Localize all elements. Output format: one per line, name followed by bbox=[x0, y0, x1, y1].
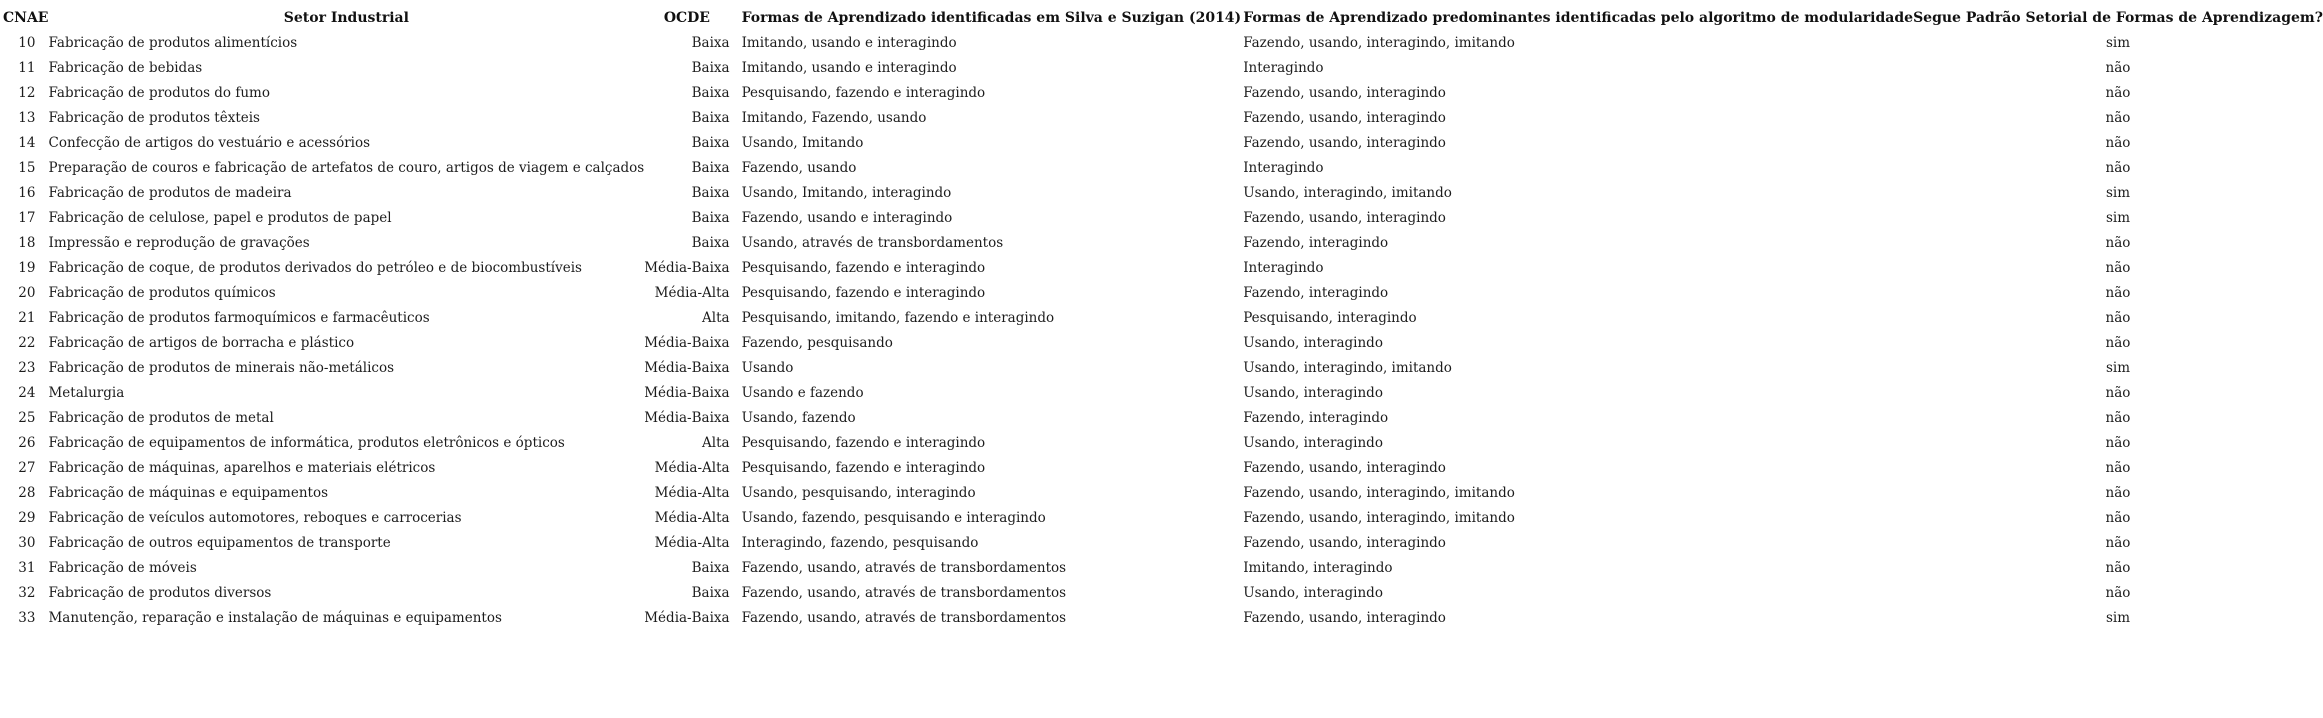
cell-padrao-setorial: sim bbox=[2105, 185, 2130, 201]
cell-algoritmo: Fazendo, usando, interagindo, imitando bbox=[1243, 510, 1515, 526]
cell-algoritmo: Interagindo bbox=[1243, 60, 1324, 76]
cell-cnae: 19 bbox=[18, 260, 36, 276]
header-algoritmo-modularidade: Formas de Aprendizado predominantes identificadas pelo algoritmo de modularidade bbox=[1243, 9, 1914, 26]
cell-ocde: Baixa bbox=[691, 560, 730, 576]
cell-cnae: 27 bbox=[18, 460, 36, 476]
cell-padrao-setorial: não bbox=[2105, 585, 2131, 601]
cell-setor-industrial: Preparação de couros e fabricação de artefatos de couro, artigos de viagem e calçados bbox=[48, 160, 645, 176]
cell-silva-suzigan: Imitando, usando e interagindo bbox=[741, 60, 957, 76]
cell-algoritmo: Fazendo, interagindo bbox=[1243, 235, 1389, 251]
cell-cnae: 28 bbox=[18, 485, 36, 501]
cell-ocde: Média-Alta bbox=[654, 485, 730, 501]
cell-algoritmo: Fazendo, usando, interagindo bbox=[1243, 460, 1446, 476]
cell-padrao-setorial: não bbox=[2105, 60, 2131, 76]
table-row bbox=[3, 81, 2323, 106]
header-setor-industrial: Setor Industrial bbox=[283, 9, 409, 26]
table-row bbox=[3, 356, 2323, 381]
cell-setor-industrial: Fabricação de produtos do fumo bbox=[48, 85, 270, 101]
cell-silva-suzigan: Pesquisando, fazendo e interagindo bbox=[741, 460, 986, 476]
cell-ocde: Baixa bbox=[691, 35, 730, 51]
cell-ocde: Alta bbox=[702, 435, 730, 451]
cell-algoritmo: Fazendo, usando, interagindo bbox=[1243, 85, 1446, 101]
table-row bbox=[3, 156, 2323, 181]
cell-silva-suzigan: Usando, Imitando, interagindo bbox=[741, 185, 952, 201]
table-row bbox=[3, 256, 2323, 281]
header-silva-suzigan: Formas de Aprendizado identificadas em Silva e Suzigan (2014) bbox=[741, 9, 1242, 26]
table-row bbox=[3, 606, 2323, 631]
table-row bbox=[3, 131, 2323, 156]
table-row bbox=[3, 31, 2323, 56]
header-ocde: OCDE bbox=[663, 9, 710, 26]
cell-padrao-setorial: não bbox=[2105, 335, 2131, 351]
cell-padrao-setorial: sim bbox=[2105, 610, 2130, 626]
table-row bbox=[3, 531, 2323, 556]
cell-padrao-setorial: não bbox=[2105, 510, 2131, 526]
cell-setor-industrial: Fabricação de produtos diversos bbox=[48, 585, 272, 601]
cell-silva-suzigan: Fazendo, usando, através de transbordamentos bbox=[741, 610, 1067, 626]
cell-ocde: Baixa bbox=[691, 235, 730, 251]
cell-setor-industrial: Fabricação de bebidas bbox=[48, 60, 203, 76]
cell-padrao-setorial: não bbox=[2105, 110, 2131, 126]
cell-silva-suzigan: Fazendo, usando bbox=[741, 160, 857, 176]
cell-silva-suzigan: Usando, Imitando bbox=[741, 135, 864, 151]
cell-ocde: Média-Baixa bbox=[644, 610, 730, 626]
cell-padrao-setorial: não bbox=[2105, 535, 2131, 551]
cell-padrao-setorial: não bbox=[2105, 485, 2131, 501]
cell-ocde: Média-Alta bbox=[654, 535, 730, 551]
cell-setor-industrial: Fabricação de máquinas, aparelhos e materiais elétricos bbox=[48, 460, 436, 476]
header-padrao-setorial: Segue Padrão Setorial de Formas de Aprendizagem? bbox=[1913, 9, 2323, 26]
cell-setor-industrial: Fabricação de móveis bbox=[48, 560, 197, 576]
cell-algoritmo: Fazendo, interagindo bbox=[1243, 410, 1389, 426]
cell-setor-industrial: Fabricação de equipamentos de informática, produtos eletrônicos e ópticos bbox=[48, 435, 565, 451]
cell-algoritmo: Usando, interagindo, imitando bbox=[1243, 185, 1452, 201]
table-row bbox=[3, 206, 2323, 231]
cell-silva-suzigan: Usando bbox=[741, 360, 794, 376]
cell-silva-suzigan: Fazendo, pesquisando bbox=[741, 335, 893, 351]
cell-cnae: 25 bbox=[18, 410, 36, 426]
cell-algoritmo: Fazendo, usando, interagindo, imitando bbox=[1243, 485, 1515, 501]
cell-algoritmo: Usando, interagindo bbox=[1243, 585, 1383, 601]
cell-ocde: Média-Baixa bbox=[644, 360, 730, 376]
cell-ocde: Baixa bbox=[691, 585, 730, 601]
cell-padrao-setorial: sim bbox=[2105, 35, 2130, 51]
cell-ocde: Média-Alta bbox=[654, 510, 730, 526]
cell-cnae: 14 bbox=[18, 135, 36, 151]
cell-ocde: Baixa bbox=[691, 135, 730, 151]
cell-padrao-setorial: sim bbox=[2105, 210, 2130, 226]
learning-forms-table-container bbox=[3, 5, 2323, 631]
cell-cnae: 24 bbox=[18, 385, 36, 401]
cell-setor-industrial: Fabricação de produtos alimentícios bbox=[48, 35, 298, 51]
cell-silva-suzigan: Usando, pesquisando, interagindo bbox=[741, 485, 976, 501]
cell-padrao-setorial: não bbox=[2105, 435, 2131, 451]
cell-algoritmo: Fazendo, usando, interagindo bbox=[1243, 535, 1446, 551]
learning-forms-table bbox=[3, 5, 2323, 631]
cell-cnae: 17 bbox=[18, 210, 36, 226]
cell-ocde: Baixa bbox=[691, 210, 730, 226]
cell-ocde: Média-Alta bbox=[654, 460, 730, 476]
table-header bbox=[3, 5, 2323, 31]
cell-silva-suzigan: Pesquisando, fazendo e interagindo bbox=[741, 435, 986, 451]
cell-algoritmo: Fazendo, usando, interagindo bbox=[1243, 210, 1446, 226]
table-row bbox=[3, 581, 2323, 606]
cell-algoritmo: Usando, interagindo bbox=[1243, 385, 1383, 401]
table-row bbox=[3, 231, 2323, 256]
cell-padrao-setorial: não bbox=[2105, 135, 2131, 151]
cell-ocde: Baixa bbox=[691, 160, 730, 176]
table-row bbox=[3, 556, 2323, 581]
table-row bbox=[3, 406, 2323, 431]
cell-padrao-setorial: não bbox=[2105, 235, 2131, 251]
cell-padrao-setorial: não bbox=[2105, 160, 2131, 176]
cell-setor-industrial: Fabricação de coque, de produtos derivados do petróleo e de biocombustíveis bbox=[48, 260, 582, 276]
cell-padrao-setorial: não bbox=[2105, 385, 2131, 401]
cell-cnae: 29 bbox=[18, 510, 36, 526]
header-row bbox=[3, 5, 2323, 31]
cell-setor-industrial: Metalurgia bbox=[48, 385, 125, 401]
cell-silva-suzigan: Pesquisando, imitando, fazendo e interagindo bbox=[741, 310, 1055, 326]
table-row bbox=[3, 456, 2323, 481]
cell-silva-suzigan: Pesquisando, fazendo e interagindo bbox=[741, 85, 986, 101]
cell-setor-industrial: Fabricação de artigos de borracha e plástico bbox=[48, 335, 355, 351]
cell-padrao-setorial: não bbox=[2105, 260, 2131, 276]
cell-algoritmo: Interagindo bbox=[1243, 160, 1324, 176]
cell-setor-industrial: Fabricação de máquinas e equipamentos bbox=[48, 485, 329, 501]
cell-cnae: 30 bbox=[18, 535, 36, 551]
cell-cnae: 13 bbox=[18, 110, 36, 126]
table-row bbox=[3, 506, 2323, 531]
table-row bbox=[3, 481, 2323, 506]
cell-setor-industrial: Fabricação de produtos farmoquímicos e farmacêuticos bbox=[48, 310, 430, 326]
cell-silva-suzigan: Fazendo, usando e interagindo bbox=[741, 210, 953, 226]
cell-ocde: Baixa bbox=[691, 85, 730, 101]
cell-padrao-setorial: não bbox=[2105, 460, 2131, 476]
cell-algoritmo: Fazendo, usando, interagindo, imitando bbox=[1243, 35, 1515, 51]
table-row bbox=[3, 331, 2323, 356]
cell-algoritmo: Imitando, interagindo bbox=[1243, 560, 1393, 576]
cell-ocde: Média-Baixa bbox=[644, 260, 730, 276]
cell-setor-industrial: Fabricação de outros equipamentos de transporte bbox=[48, 535, 391, 551]
cell-ocde: Média-Baixa bbox=[644, 335, 730, 351]
cell-padrao-setorial: não bbox=[2105, 310, 2131, 326]
cell-cnae: 26 bbox=[18, 435, 36, 451]
cell-algoritmo: Fazendo, interagindo bbox=[1243, 285, 1389, 301]
table-row bbox=[3, 306, 2323, 331]
cell-silva-suzigan: Imitando, usando e interagindo bbox=[741, 35, 957, 51]
cell-cnae: 20 bbox=[18, 285, 36, 301]
cell-setor-industrial: Confecção de artigos do vestuário e acessórios bbox=[48, 135, 371, 151]
cell-cnae: 15 bbox=[18, 160, 36, 176]
cell-silva-suzigan: Imitando, Fazendo, usando bbox=[741, 110, 927, 126]
cell-ocde: Baixa bbox=[691, 60, 730, 76]
cell-algoritmo: Fazendo, usando, interagindo bbox=[1243, 135, 1446, 151]
cell-cnae: 11 bbox=[18, 60, 36, 76]
cell-setor-industrial: Manutenção, reparação e instalação de máquinas e equipamentos bbox=[48, 610, 502, 626]
cell-cnae: 22 bbox=[18, 335, 36, 351]
table-row bbox=[3, 431, 2323, 456]
cell-setor-industrial: Fabricação de veículos automotores, reboques e carrocerias bbox=[48, 510, 462, 526]
cell-algoritmo: Usando, interagindo bbox=[1243, 435, 1383, 451]
cell-cnae: 31 bbox=[18, 560, 36, 576]
table-row bbox=[3, 56, 2323, 81]
cell-ocde: Média-Alta bbox=[654, 285, 730, 301]
cell-padrao-setorial: não bbox=[2105, 85, 2131, 101]
cell-ocde: Alta bbox=[702, 310, 730, 326]
cell-silva-suzigan: Pesquisando, fazendo e interagindo bbox=[741, 285, 986, 301]
cell-setor-industrial: Fabricação de celulose, papel e produtos de papel bbox=[48, 210, 392, 226]
cell-silva-suzigan: Usando, fazendo, pesquisando e interagindo bbox=[741, 510, 1046, 526]
cell-setor-industrial: Fabricação de produtos têxteis bbox=[48, 110, 260, 126]
cell-cnae: 21 bbox=[18, 310, 36, 326]
table-row bbox=[3, 106, 2323, 131]
cell-algoritmo: Pesquisando, interagindo bbox=[1243, 310, 1417, 326]
cell-setor-industrial: Fabricação de produtos químicos bbox=[48, 285, 276, 301]
cell-silva-suzigan: Interagindo, fazendo, pesquisando bbox=[741, 535, 979, 551]
table-row bbox=[3, 381, 2323, 406]
cell-cnae: 10 bbox=[18, 35, 36, 51]
cell-setor-industrial: Fabricação de produtos de minerais não-metálicos bbox=[48, 360, 394, 376]
cell-silva-suzigan: Fazendo, usando, através de transbordamentos bbox=[741, 585, 1067, 601]
cell-silva-suzigan: Fazendo, usando, através de transbordamentos bbox=[741, 560, 1067, 576]
table-row bbox=[3, 181, 2323, 206]
cell-setor-industrial: Fabricação de produtos de metal bbox=[48, 410, 274, 426]
cell-ocde: Média-Baixa bbox=[644, 410, 730, 426]
cell-cnae: 16 bbox=[18, 185, 36, 201]
cell-padrao-setorial: não bbox=[2105, 285, 2131, 301]
cell-cnae: 12 bbox=[18, 85, 36, 101]
cell-silva-suzigan: Pesquisando, fazendo e interagindo bbox=[741, 260, 986, 276]
table-row bbox=[3, 281, 2323, 306]
cell-algoritmo: Usando, interagindo bbox=[1243, 335, 1383, 351]
cell-cnae: 33 bbox=[18, 610, 36, 626]
cell-ocde: Baixa bbox=[691, 185, 730, 201]
cell-algoritmo: Fazendo, usando, interagindo bbox=[1243, 610, 1446, 626]
cell-algoritmo: Usando, interagindo, imitando bbox=[1243, 360, 1452, 376]
cell-cnae: 18 bbox=[18, 235, 36, 251]
cell-padrao-setorial: sim bbox=[2105, 360, 2130, 376]
cell-setor-industrial: Impressão e reprodução de gravações bbox=[48, 235, 310, 251]
cell-setor-industrial: Fabricação de produtos de madeira bbox=[48, 185, 292, 201]
cell-silva-suzigan: Usando, através de transbordamentos bbox=[741, 235, 1004, 251]
cell-ocde: Média-Baixa bbox=[644, 385, 730, 401]
cell-cnae: 32 bbox=[18, 585, 36, 601]
header-cnae: CNAE bbox=[3, 9, 49, 26]
cell-padrao-setorial: não bbox=[2105, 410, 2131, 426]
cell-algoritmo: Fazendo, usando, interagindo bbox=[1243, 110, 1446, 126]
cell-cnae: 23 bbox=[18, 360, 36, 376]
cell-algoritmo: Interagindo bbox=[1243, 260, 1324, 276]
cell-padrao-setorial: não bbox=[2105, 560, 2131, 576]
cell-ocde: Baixa bbox=[691, 110, 730, 126]
cell-silva-suzigan: Usando, fazendo bbox=[741, 410, 856, 426]
cell-silva-suzigan: Usando e fazendo bbox=[741, 385, 864, 401]
table-body bbox=[3, 31, 2323, 631]
